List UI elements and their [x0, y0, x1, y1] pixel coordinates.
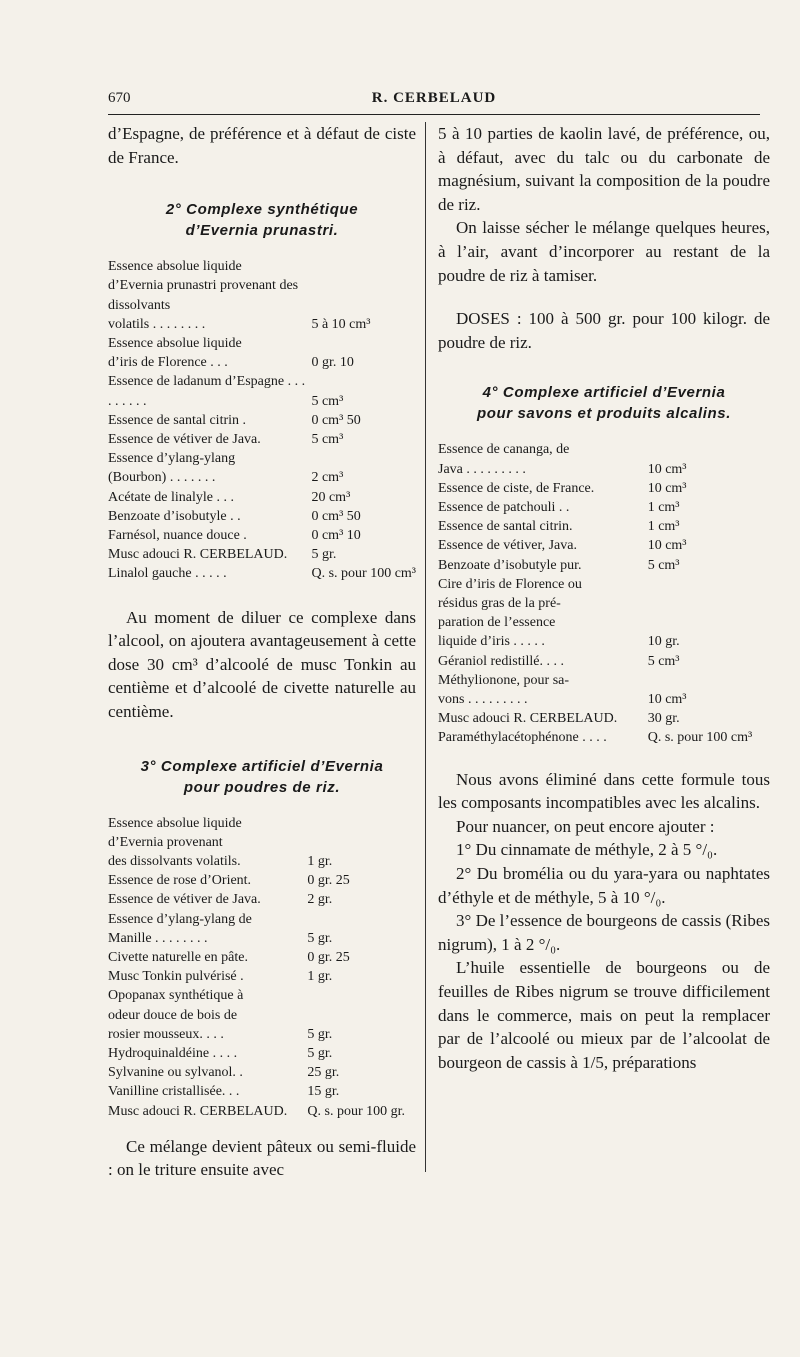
formula-table-2 [108, 257, 416, 583]
formula-row [108, 430, 416, 449]
right-column [438, 122, 770, 1074]
formula-row [108, 929, 416, 948]
ingredient-quantity: 30 gr. [647, 711, 680, 727]
ingredient-quantity [648, 575, 770, 594]
ingredient-name: Musc adouci R. CERBELAUD. [108, 1103, 288, 1119]
ingredient-quantity [311, 334, 416, 353]
left-column [108, 122, 416, 1182]
ingredient-name: Java . . . . . . . . . [438, 461, 526, 477]
ingredient-quantity: 0 cm³ 50 [311, 508, 361, 524]
formula-row [108, 986, 416, 1005]
ingredient-quantity: 0 cm³ 10 [311, 528, 361, 544]
formula-row [108, 411, 416, 430]
ingredient-quantity: 0 cm³ 50 [311, 412, 361, 428]
ingredient-name: Essence de vétiver de Java. [108, 432, 261, 448]
formula-row [108, 871, 416, 890]
formula-row [438, 575, 770, 594]
section-4-heading: 4° Complexe artificiel d’Evernia [482, 384, 726, 402]
ingredient-quantity [307, 910, 416, 929]
formula-row [108, 814, 416, 833]
formula-row [108, 1025, 416, 1044]
formula-row [108, 1044, 416, 1063]
section-4-heading-line-2: pour savons et produits alcalins. [476, 405, 732, 423]
formula-row [108, 890, 416, 909]
ingredient-name: volatils . . . . . . . . [108, 316, 206, 332]
ingredient-name: Méthylionone, pour sa- [438, 672, 570, 688]
formula-row [108, 1063, 416, 1082]
formula-row [108, 315, 416, 334]
page-number: 670 [108, 90, 131, 106]
ingredient-name: liquide d’iris . . . . . [438, 634, 545, 650]
ingredient-name: Opopanax synthétique à [108, 988, 244, 1004]
ingredient-name: Manille . . . . . . . . [108, 930, 208, 946]
ingredient-name: d’Evernia provenant [108, 834, 223, 850]
ingredient-quantity: 5 cm³ [647, 557, 680, 573]
ingredient-name: Essence de vétiver, Java. [438, 538, 577, 554]
ingredient-quantity [307, 1006, 416, 1025]
ingredient-name: Essence absolue liquide [108, 259, 242, 275]
paragraph-3: Nous avons éliminé dans cette formule tous les composants incompatibles avec les alcalins. [438, 769, 770, 813]
section-2-paragraph: Au moment de diluer ce complexe dans l’alcool, on ajoutera avantageusement à cette dose 30 cm³ d’alcoolé de musc Tonkin au centième et d’alcoolé de civette naturelle au centième. [108, 607, 416, 722]
formula-row [108, 1082, 416, 1101]
section-3-heading-line-2: pour poudres de riz. [183, 778, 341, 796]
formula-row [108, 1006, 416, 1025]
formula-row [438, 440, 770, 459]
ingredient-name: d’iris de Florence . . . [108, 355, 228, 371]
formula-row [108, 334, 416, 353]
formula-row [438, 709, 770, 728]
ingredient-name: Farnésol, nuance douce . [108, 528, 247, 544]
ingredient-name: Essence de ciste, de France. [438, 480, 595, 496]
ingredient-quantity: 10 gr. [647, 634, 680, 650]
ingredient-name: Sylvanine ou sylvanol. . [108, 1065, 243, 1081]
intro-paragraph: d’Espagne, de préférence et à défaut de ciste de France. [108, 124, 416, 167]
ingredient-quantity: 5 cm³ [647, 653, 680, 669]
formula-row [108, 526, 416, 545]
ingredient-name: Essence de rose d’Orient. [108, 873, 252, 889]
ingredient-name: (Bourbon) . . . . . . . [108, 470, 216, 486]
ingredient-name: odeur douce de bois de [108, 1007, 238, 1023]
ingredient-quantity [648, 594, 770, 613]
section-2-heading: 2° Complexe synthétique [165, 201, 359, 219]
running-title: R. CERBELAUD [371, 90, 497, 106]
ingredient-quantity [311, 257, 416, 276]
ingredient-name: Essence de patchouli . . [438, 499, 570, 515]
ingredient-quantity [311, 276, 416, 314]
paragraph-8: L’huile essentielle de bourgeons ou de feuilles de Ribes nigrum se trouve difficilement dans le commerce, mais on peut la remplacer par de l’alcoolé ou mieux par de l’alcoolat de bourgeon de cassis à 1/5, préparations [438, 958, 770, 1072]
ingredient-quantity [307, 814, 416, 833]
paragraph-6: 2° Du bromélia ou du yara-yara ou naphtates d’éthyle et de méthyle, 5 à 10 °/₀. [438, 863, 770, 907]
ingredient-quantity: 1 cm³ [647, 519, 680, 535]
formula-row [108, 507, 416, 526]
ingredient-quantity: 5 gr. [307, 1046, 333, 1062]
formula-row [108, 353, 416, 372]
ingredient-quantity: 25 gr. [307, 1065, 340, 1081]
formula-row [108, 468, 416, 487]
ingredient-quantity: 1 gr. [307, 854, 333, 870]
ingredient-name: d’Evernia prunastri provenant des dissolvants [108, 278, 299, 313]
formula-row [108, 372, 416, 410]
formula-row [108, 910, 416, 929]
ingredient-quantity: 1 gr. [307, 969, 333, 985]
paragraph-4: Pour nuancer, on peut encore ajouter : [456, 816, 715, 836]
ingredient-name: Civette naturelle en pâte. [108, 950, 248, 966]
ingredient-name: Essence de ladanum d’Espagne . . . . . . . . . [108, 374, 306, 409]
paragraph-7: 3° De l’essence de bourgeons de cassis (Ribes nigrum), 1 à 2 °/₀. [438, 911, 770, 954]
ingredient-name: rosier mousseux. . . . [108, 1026, 224, 1042]
formula-row [438, 652, 770, 671]
ingredient-name: Essence d’ylang-ylang [108, 451, 236, 467]
formula-row [108, 488, 416, 507]
ingredient-quantity: 5 gr. [307, 930, 333, 946]
ingredient-quantity: 5 cm³ [311, 432, 344, 448]
ingredient-quantity: Q. s. pour 100 cm³ [647, 730, 753, 746]
ingredient-quantity: 5 gr. [311, 547, 337, 563]
ingredient-quantity: Q. s. pour 100 cm³ [311, 566, 416, 582]
ingredient-name: Essence de santal citrin. [438, 519, 573, 535]
formula-row [438, 671, 770, 690]
ingredient-quantity: Q. s. pour 100 gr. [307, 1103, 406, 1119]
formula-row [438, 728, 770, 747]
formula-row [108, 852, 416, 871]
ingredient-quantity: 2 gr. [307, 892, 333, 908]
ingredient-quantity: 2 cm³ [311, 470, 344, 486]
formula-row [108, 545, 416, 564]
formula-row [438, 690, 770, 709]
formula-row [438, 632, 770, 651]
ingredient-quantity [307, 833, 416, 852]
ingredient-quantity [307, 986, 416, 1005]
ingredient-name: résidus gras de la pré- [438, 595, 561, 611]
formula-table-4 [438, 440, 770, 747]
formula-table-3 [108, 814, 416, 1121]
ingredient-quantity: 5 cm³ [311, 393, 344, 409]
ingredient-name: Essence d’ylang-ylang de [108, 911, 252, 927]
section-3-heading: 3° Complexe artificiel d’Evernia [140, 757, 384, 775]
formula-row [108, 948, 416, 967]
formula-row [108, 1102, 416, 1121]
ingredient-name: Essence de vétiver de Java. [108, 892, 261, 908]
ingredient-name: des dissolvants volatils. [108, 854, 241, 870]
ingredient-quantity [648, 671, 770, 690]
formula-row [438, 498, 770, 517]
formula-row [108, 257, 416, 276]
ingredient-quantity [648, 613, 770, 632]
ingredient-name: Essence absolue liquide [108, 336, 242, 351]
ingredient-name: Acétate de linalyle . . . [108, 489, 234, 505]
formula-row [438, 613, 770, 632]
formula-row [108, 449, 416, 468]
ingredient-name: paration de l’essence [438, 615, 556, 631]
ingredient-quantity: 10 cm³ [647, 538, 687, 554]
ingredient-name: vons . . . . . . . . . [438, 691, 528, 707]
paragraph-1: 5 à 10 parties de kaolin lavé, de préférence, ou, à défaut, avec du talc ou du carbonate de magnésium, suivant la composition de la poudre de riz. [438, 124, 770, 214]
section-3-paragraph: Ce mélange devient pâteux ou semi-fluide : on le triture ensuite avec [108, 1136, 416, 1180]
formula-row [438, 460, 770, 479]
ingredient-quantity: 5 à 10 cm³ [311, 316, 371, 332]
ingredient-quantity: 10 cm³ [647, 480, 687, 496]
ingredient-name: Hydroquinaldéine . . . . [108, 1046, 238, 1062]
ingredient-name: Géraniol redistillé. . . . [438, 653, 564, 669]
paragraph-2: On laisse sécher le mélange quelques heures, à l’air, avant d’incorporer au restant de la poudre de riz à tamiser. [438, 218, 770, 285]
formula-row [108, 276, 416, 314]
ingredient-quantity: 1 cm³ [647, 499, 680, 515]
ingredient-name: Benzoate d’isobutyle pur. [438, 557, 582, 573]
ingredient-name: Cire d’iris de Florence ou [438, 576, 582, 592]
section-2-heading-line-2: d’Evernia prunastri. [185, 222, 339, 240]
formula-row [438, 517, 770, 536]
ingredient-name: Musc adouci R. CERBELAUD. [438, 711, 618, 727]
ingredient-quantity: 10 cm³ [647, 461, 687, 477]
ingredient-name: Vanilline cristallisée. . . [108, 1084, 240, 1100]
ingredient-quantity: 0 gr. 25 [307, 950, 350, 966]
ingredient-quantity: 0 gr. 10 [311, 355, 354, 371]
formula-row [438, 479, 770, 498]
ingredient-name: Essence de santal citrin . [108, 412, 247, 428]
ingredient-name: Essence absolue liquide [108, 815, 242, 831]
doses-paragraph: DOSES : 100 à 500 gr. pour 100 kilogr. de poudre de riz. [438, 309, 770, 352]
formula-row [438, 536, 770, 555]
paragraph-5: 1° Du cinnamate de méthyle, 2 à 5 °/₀. [456, 840, 718, 860]
ingredient-quantity: 0 gr. 25 [307, 873, 350, 889]
ingredient-quantity: 20 cm³ [311, 489, 351, 505]
column-divider [425, 122, 426, 1172]
formula-row [108, 833, 416, 852]
formula-row [438, 594, 770, 613]
ingredient-name: Benzoate d’isobutyle . . [108, 508, 241, 524]
ingredient-quantity: 15 gr. [307, 1084, 340, 1100]
ingredient-quantity [311, 449, 416, 468]
formula-row [108, 564, 416, 583]
ingredient-quantity: 5 gr. [307, 1026, 333, 1042]
ingredient-name: Musc Tonkin pulvérisé . [108, 969, 244, 985]
ingredient-quantity: 10 cm³ [647, 691, 687, 707]
formula-row [108, 967, 416, 986]
formula-row [438, 556, 770, 575]
ingredient-name: Paraméthylacétophénone . . . . [438, 730, 607, 746]
ingredient-quantity [648, 440, 770, 459]
ingredient-name: Essence de cananga, de [438, 442, 570, 458]
ingredient-name: Linalol gauche . . . . . [108, 566, 227, 582]
running-header [108, 88, 760, 115]
ingredient-name: Musc adouci R. CERBELAUD. [108, 547, 288, 563]
